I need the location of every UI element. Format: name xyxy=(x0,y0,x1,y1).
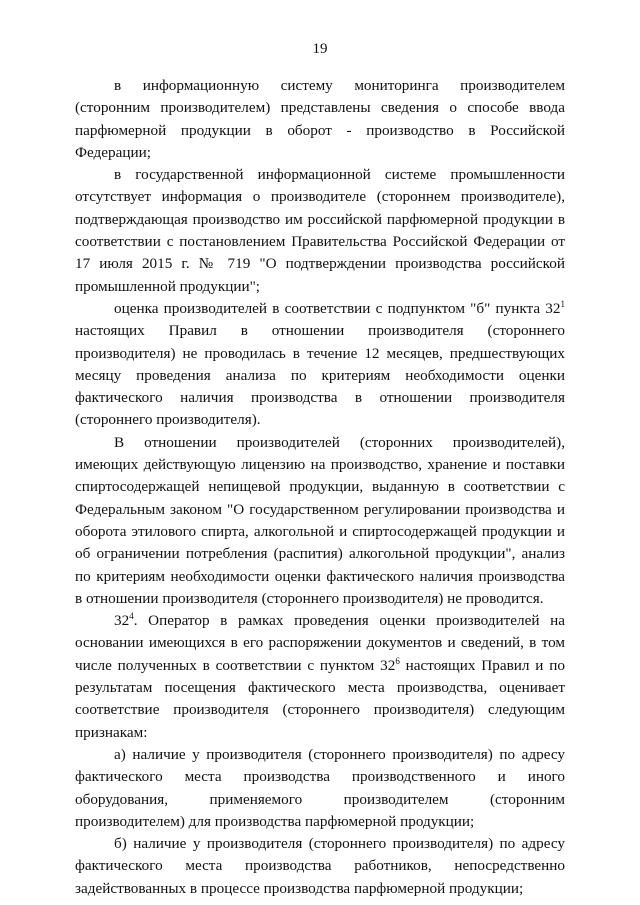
list-item-a: а) наличие у производителя (стороннего производителя) по адресу фактического места производства производственного и иного оборудования, применяемого производителем (сторонним производителем) для производства парфюмерной продукции; xyxy=(75,745,565,830)
clause-text-after-reference: настоящих Правил и по результатам посещения фактического места производства, оценивает соответствие производителя (стороннего производителя) следующим признакам: xyxy=(75,656,565,741)
paragraph-info-system: в информационную систему мониторинга производителем (сторонним производителем) представлены сведения о способе ввода парфюмерной продукции в оборот - производство в Российской Федерации; xyxy=(75,77,565,161)
paragraph-text-before-superscript: оценка производителей в соответствии с подпунктом "б" пункта 32 xyxy=(114,299,561,317)
document-body xyxy=(75,75,565,900)
paragraph-state-system: в государственной информационной системе промышленности отсутствует информация о производителе (стороннем производителе), подтверждающая производство им российской парфюмерной продукции в соответствии с постановлением Правительства Российской Федерации от 17 июля 2015 г. № 719 "О подтверждении производства российской промышленной продукции"; xyxy=(75,166,565,295)
clause-number-superscript: 4 xyxy=(129,611,134,622)
clause-text-before-reference: . Оператор в рамках проведения оценки производителей на основании имеющихся в его распоряжении документов и сведений, в том числе полученных в соответствии с пунктом 32 xyxy=(75,612,565,674)
paragraph-assessment-period xyxy=(75,298,565,432)
paragraph-text-after-superscript: настоящих Правил в отношении производителя (стороннего производителя) не проводилась в течение 12 месяцев, предшествующих месяцу проведения анализа по критериям необходимости оценки фактического наличия производства в отношении производителя (стороннего производителя). xyxy=(75,322,565,429)
superscript-marker: 1 xyxy=(560,298,565,309)
paragraph-clause-32-4 xyxy=(75,610,565,744)
reference-superscript: 6 xyxy=(395,655,400,666)
paragraph-licensed-producers: В отношении производителей (сторонних производителей), имеющих действующую лицензию на производство, хранение и поставки спиртосодержащей непищевой продукции, выданную в соответствии с Федеральным законом "О государственном регулировании производства и оборота этилового спирта, алкогольной и спиртосодержащей продукции и об ограничении потребления (распития) алкогольной продукции", анализ по критериям необходимости оценки фактического наличия производства в отношении производителя (стороннего производителя) не проводится. xyxy=(75,433,565,607)
list-item-b: б) наличие у производителя (стороннего производителя) по адресу фактического места производства работников, непосредственно задействованных в процессе производства парфюмерной продукции; xyxy=(75,835,565,897)
clause-number: 32 xyxy=(114,612,130,630)
page-number: 19 xyxy=(312,41,328,57)
